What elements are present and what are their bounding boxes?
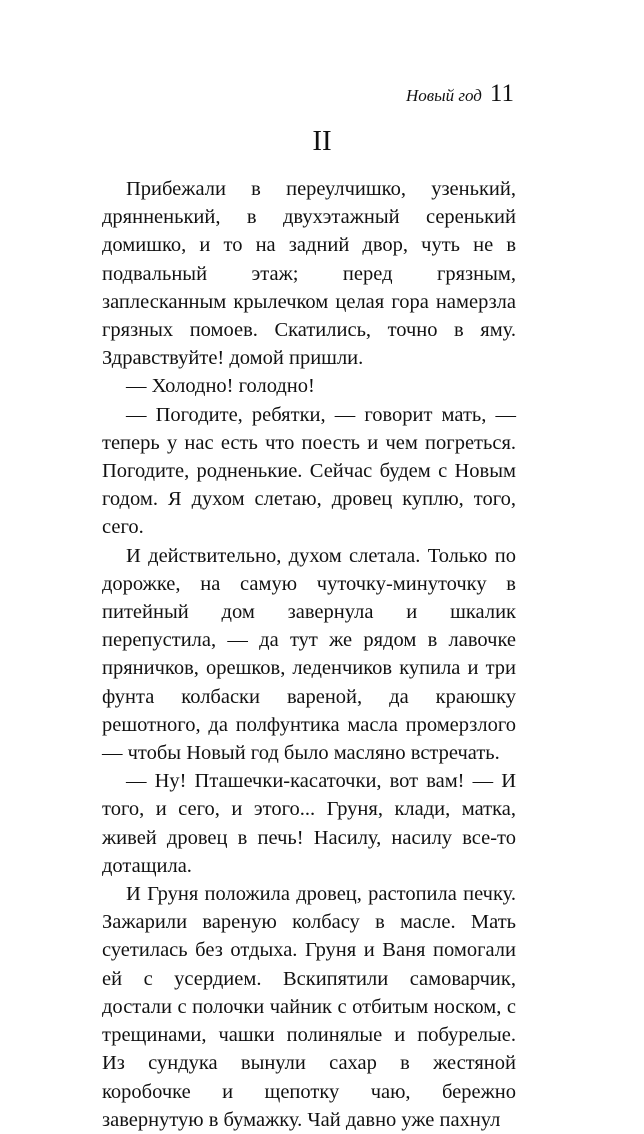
paragraph: — Холодно! голодно! — [126, 375, 315, 398]
paragraph: Прибежали в переулчишко, узенький, дрянненький, в двухэтажный серенький домишко, и то на задний двор, чуть не в подвальный этаж; перед грязным, заплесканным крылечком целая гора намерзла грязных помоев. Скатились, точно в яму. Здравствуйте! домой пришли. — [102, 178, 516, 370]
chapter-number: II — [312, 125, 332, 157]
running-title: Новый год — [405, 86, 482, 105]
page-number: 11 — [489, 80, 514, 107]
running-header — [406, 80, 514, 108]
paragraph: — Погодите, ребятки, — говорит мать, — теперь у нас есть что поесть и чем погреться. Погодите, родненькие. Сейчас будем с Новым годом. Я духом слетаю, дровец куплю, того, сего. — [102, 403, 516, 539]
paragraph: И Груня положила дровец, растопила печку. Зажарили вареную колбасу в масле. Мать суетилась без отдыха. Груня и Ваня помогали ей с усердием. Вскипятили самоварчик, достали с полочки чайник с отбитым носком, с трещинами, чашки полинялые и побурелые. Из сундука вынули сахар в жестяной коробочке и щепотку чаю, бережно завернутую в бумажку. Чай давно уже пахнул — [102, 883, 516, 1131]
paragraph: И действительно, духом слетала. Только по дорожке, на самую чуточку-минуточку в питейный дом завернула и шкалик перепустила, — да тут же рядом в лавочке пряничков, орешков, леденчиков купила и три фунта колбаски вареной, да краюшку решотного, да полфунтика масла промерзлого — чтобы Новый год было масляно встречать. — [102, 544, 516, 765]
paragraph: — Ну! Пташечки-касаточки, вот вам! — И того, и сего, и этого... Груня, клади, матка, живей дровец в печь! Насилу, насилу все-то дотащила. — [102, 770, 516, 877]
body-text — [102, 175, 516, 1134]
